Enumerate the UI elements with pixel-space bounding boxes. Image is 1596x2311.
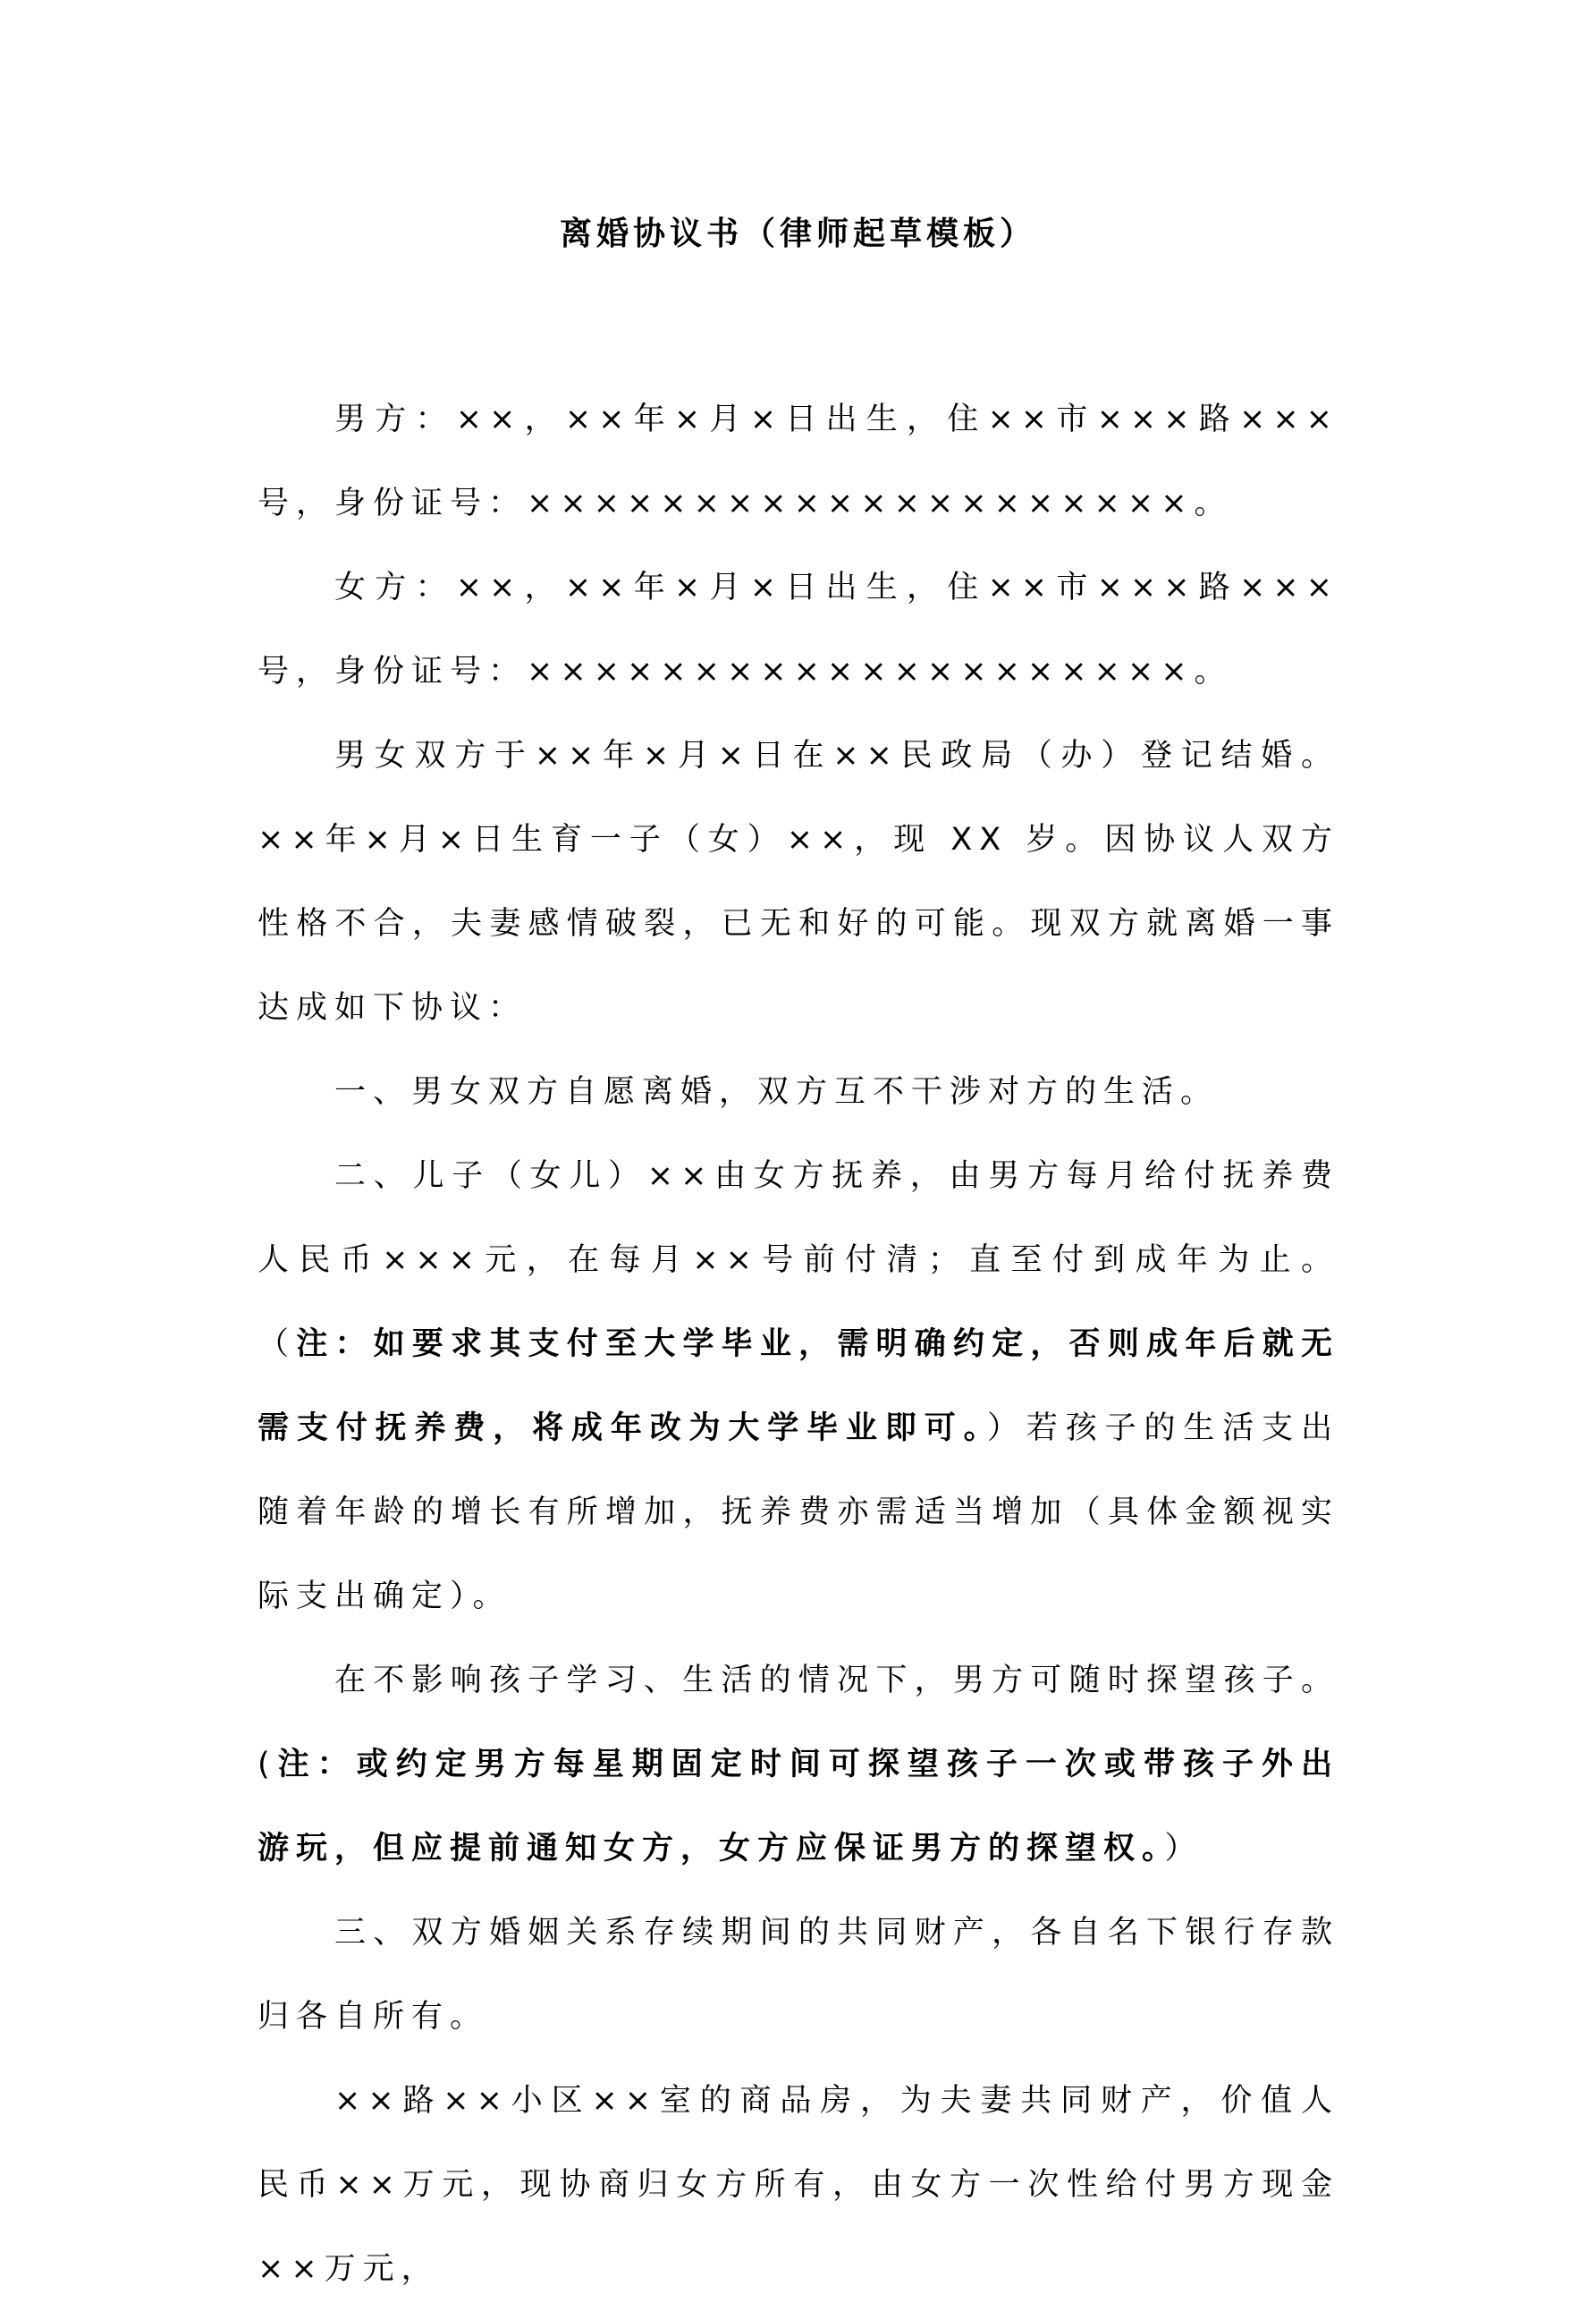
clause-two [258, 1134, 1339, 1638]
paragraph-female-party: 女方：××，××年×月×日出生，住××市×××路×××号，身份证号：××××××××××××××××××××。 [258, 570, 1339, 690]
document-title: 离婚协议书（律师起草模板） [559, 216, 1036, 252]
paragraph-marriage-background: 男女双方于××年×月×日在××民政局（办）登记结婚。××年×月×日生育一子（女）××，现 XX 岁。因协议人双方性格不合，夫妻感情破裂，已无和好的可能。现双方就离婚一事达成如下协议： [258, 738, 1339, 1026]
clause-two-text: 二、儿子（女儿）××由女方抚养，由男方每月给付抚养费人民币×××元，在每月××号前付清；直至付到成年为止。（ [258, 1158, 1339, 1362]
clause-three: 三、双方婚姻关系存续期间的共同财产，各自名下银行存款归各自所有。 [258, 1915, 1339, 2035]
clause-two-note: 注：如要求其支付至大学毕业，需明确约定，否则成年后就无需支付抚养费，将成年改为大学毕业即可。 [258, 1326, 1339, 1446]
visitation-text-close: ） [1164, 1831, 1203, 1867]
visitation-text: 在不影响孩子学习、生活的情况下，男方可随时探望孩子。( [258, 1663, 1339, 1782]
visitation-note: 注：或约定男方每星期固定时间可探望孩子一次或带孩子外出游玩，但应提前通知女方，女方应保证男方的探望权。 [258, 1747, 1339, 1867]
document-body [258, 377, 1339, 2311]
visitation-paragraph [258, 1638, 1339, 1891]
property-paragraph: ××路××小区××室的商品房，为夫妻共同财产，价值人民币××万元，现协商归女方所有，由女方一次性给付男方现金××万元， [258, 2083, 1339, 2287]
paragraph-male-party: 男方：××，××年×月×日出生，住××市×××路×××号，身份证号：××××××××××××××××××××。 [258, 402, 1339, 521]
clause-two-text-continued: ）若孩子的生活支出随着年龄的增长有所增加，抚养费亦需适当增加（具体金额视实际支出确定）。 [258, 1410, 1339, 1614]
clause-one: 一、男女双方自愿离婚，双方互不干涉对方的生活。 [334, 1074, 1220, 1110]
